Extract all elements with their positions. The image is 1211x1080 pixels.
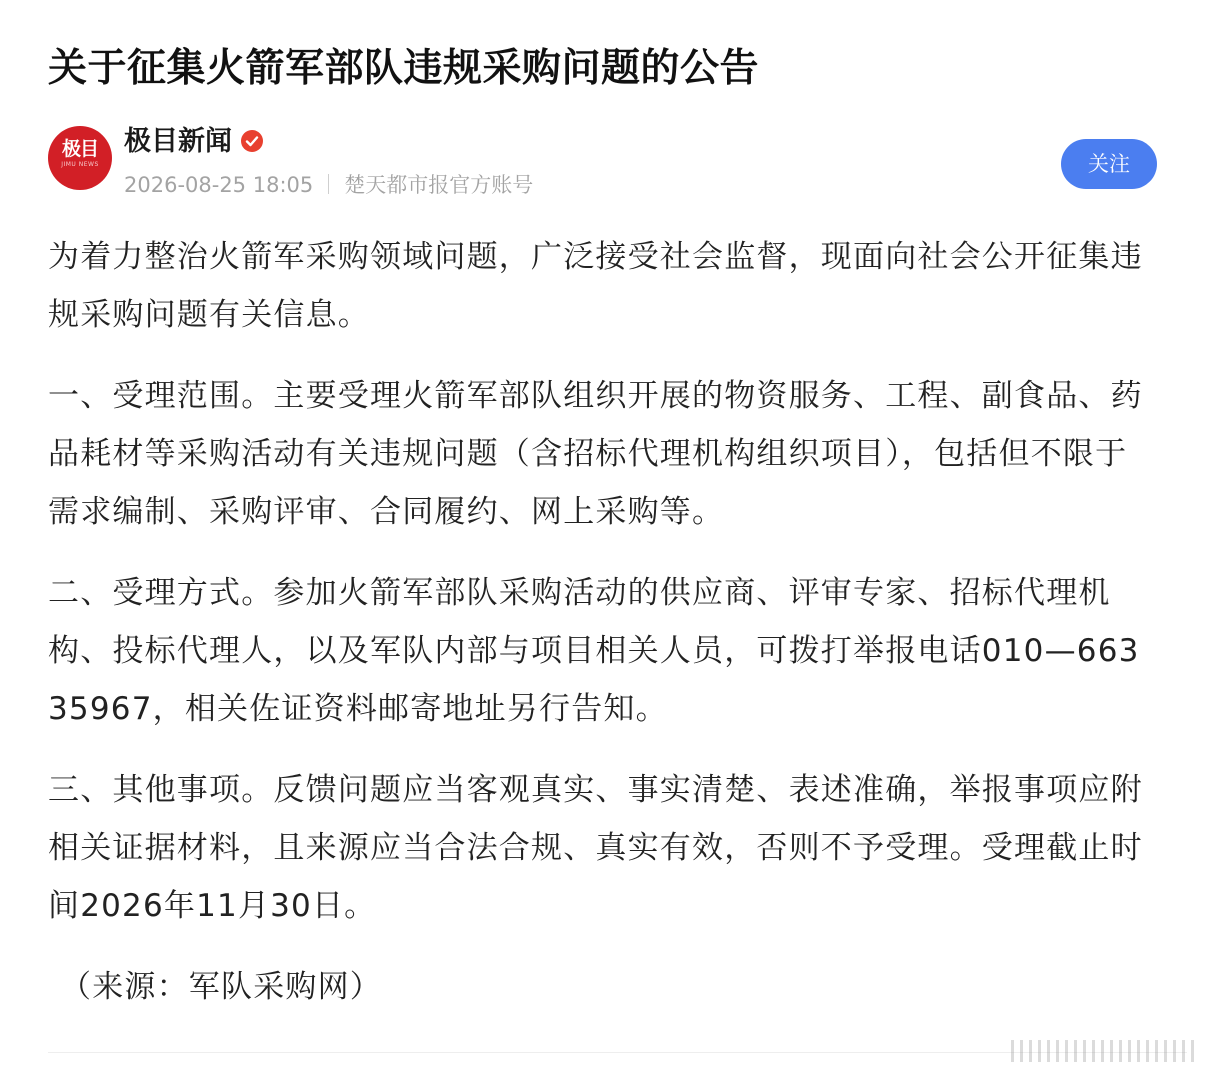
paragraph-method: 二、受理方式。参加火箭军部队采购活动的供应商、评审专家、招标代理机构、投标代理人，以及军队内部与项目相关人员，可拨打举报电话010—66335967，相关佐证资料邮寄地址另行告知。 bbox=[48, 575, 1140, 727]
author-row bbox=[48, 122, 1157, 212]
author-name[interactable]: 极目新闻 bbox=[124, 126, 232, 157]
article-body bbox=[48, 228, 1157, 1016]
paragraph-intro: 为着力整治火箭军采购领域问题，广泛接受社会监督，现面向社会公开征集违规采购问题有关信息。 bbox=[48, 239, 1143, 333]
paragraph-other: 三、其他事项。反馈问题应当客观真实、事实清楚、表述准确，举报事项应附相关证据材料，且来源应当合法合规、真实有效，否则不予受理。受理截止时间2026年11月30日。 bbox=[48, 772, 1143, 924]
paragraph-scope: 一、受理范围。主要受理火箭军部队组织开展的物资服务、工程、副食品、药品耗材等采购活动有关违规问题（含招标代理机构组织项目），包括但不限于需求编制、采购评审、合同履约、网上采购等。 bbox=[48, 378, 1143, 530]
meta-divider bbox=[328, 174, 329, 194]
avatar-logo-subtext: JIMU NEWS bbox=[61, 161, 99, 168]
follow-button[interactable]: 关注 bbox=[1061, 139, 1157, 189]
publish-timestamp: 2026-08-25 18:05 bbox=[124, 173, 314, 197]
avatar-logo-text: 极目 bbox=[61, 138, 98, 160]
article-meta bbox=[124, 170, 533, 200]
watermark-stripes-icon bbox=[1011, 1036, 1201, 1066]
article-title: 关于征集火箭军部队违规采购问题的公告 bbox=[48, 46, 760, 91]
avatar[interactable] bbox=[48, 126, 112, 190]
author-name-line[interactable] bbox=[124, 122, 264, 162]
verified-badge-icon bbox=[240, 129, 264, 153]
article-source: （来源：军队采购网） bbox=[60, 969, 382, 1005]
account-description: 楚天都市报官方账号 bbox=[344, 173, 534, 197]
